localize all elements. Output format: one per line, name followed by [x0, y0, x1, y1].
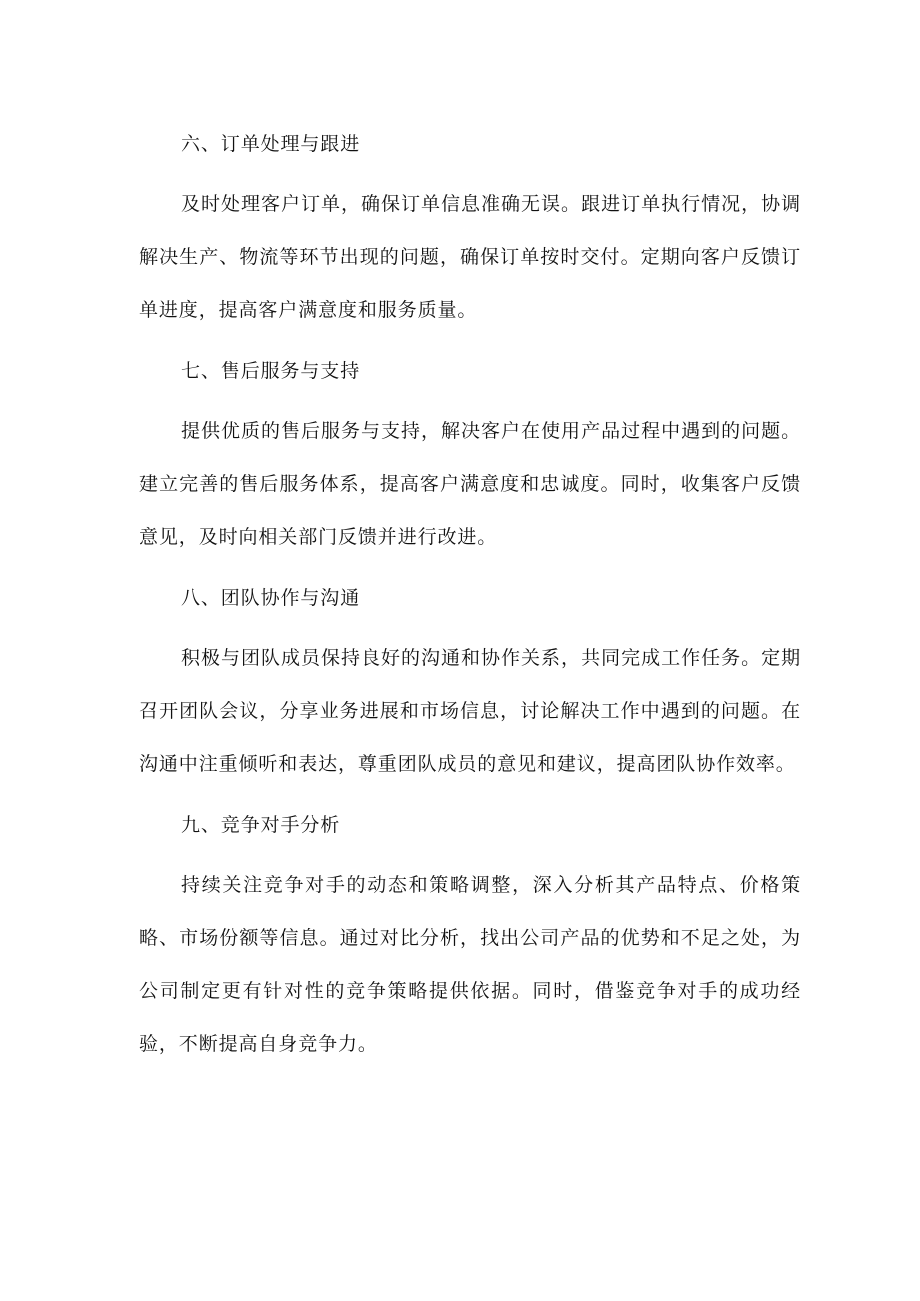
section-paragraph-team-collaboration: 积极与团队成员保持良好的沟通和协作关系，共同完成工作任务。定期召开团队会议，分享业务进展和市场信息，讨论解决工作中遇到的问题。在沟通中注重倾听和表达，尊重团队成员的意见和建议，提高团队协作效率。 — [139, 647, 801, 775]
section-heading-after-sales: 七、售后服务与支持 — [181, 360, 361, 382]
section-heading-order-processing: 六、订单处理与跟进 — [181, 133, 361, 155]
section-heading-competitor-analysis: 九、竞争对手分析 — [181, 814, 341, 836]
section-paragraph-competitor-analysis: 持续关注竞争对手的动态和策略调整，深入分析其产品特点、价格策略、市场份额等信息。通过对比分析，找出公司产品的优势和不足之处，为公司制定更有针对性的竞争策略提供依据。同时，借鉴竞争对手的成功经验，不断提高自身竞争力。 — [139, 874, 801, 1055]
document-body — [139, 126, 801, 1089]
section-paragraph-order-processing: 及时处理客户订单，确保订单信息准确无误。跟进订单执行情况，协调解决生产、物流等环节出现的问题，确保订单按时交付。定期向客户反馈订单进度，提高客户满意度和服务质量。 — [139, 193, 801, 321]
section-paragraph-after-sales: 提供优质的售后服务与支持，解决客户在使用产品过程中遇到的问题。建立完善的售后服务体系，提高客户满意度和忠诚度。同时，收集客户反馈意见，及时向相关部门反馈并进行改进。 — [139, 420, 801, 548]
section-heading-team-collaboration: 八、团队协作与沟通 — [181, 587, 361, 609]
